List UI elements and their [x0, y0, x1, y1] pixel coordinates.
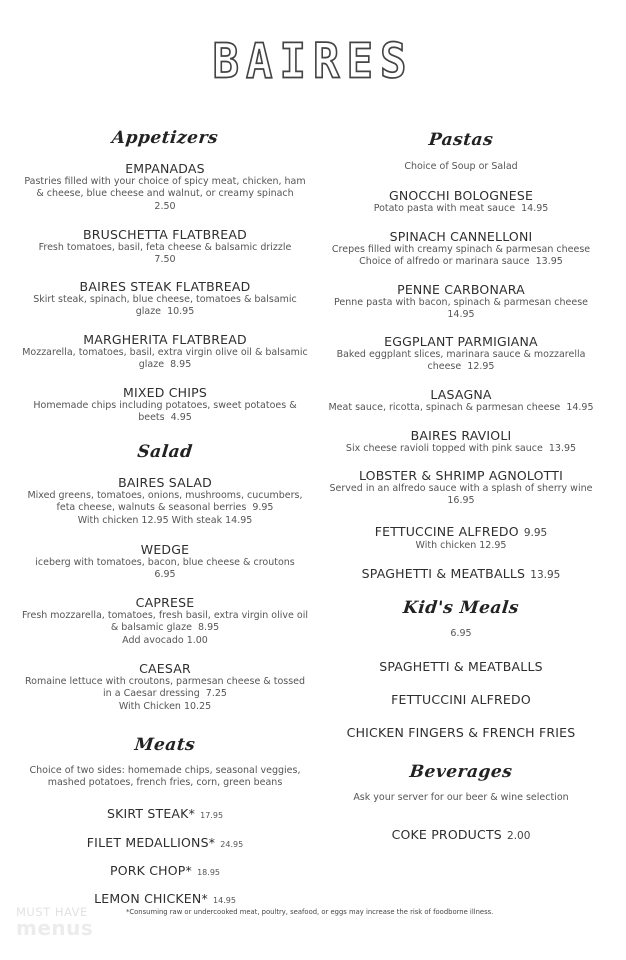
item-price: 8.95 [170, 359, 192, 371]
watermark-bottom-text: menus [16, 916, 94, 940]
menu-item-penne-carbonara [322, 282, 600, 322]
item-name: FETTUCCINI ALFREDO [391, 692, 531, 707]
item-description: Fresh mozzarella, tomatoes, fresh basil, extra virgin olive oil & balsamic glaze 8.95 [22, 610, 308, 634]
item-name: LEMON CHICKEN* [94, 891, 208, 906]
menu-item-spaghetti-meatballs [322, 563, 600, 582]
item-price: 2.00 [507, 830, 531, 842]
pastas-note-text: Choice of Soup or Salad [404, 161, 518, 172]
menu-item-baires-ravioli [322, 428, 600, 455]
menu-item-eggplant-parmigiana [322, 334, 600, 374]
kids-meals-heading: Kid's Meals [401, 598, 521, 618]
menu-item-empanadas [20, 161, 310, 213]
item-price: 14.95 [566, 402, 594, 413]
item-addon: With chicken 12.95 With steak 14.95 [77, 514, 253, 526]
item-name: SPAGHETTI & MEATBALLS [379, 659, 543, 674]
item-description: Homemade chips including potatoes, sweet potatoes & beets 4.95 [33, 400, 297, 424]
item-price: 9.95 [523, 527, 548, 539]
item-price: 9.95 [252, 502, 274, 514]
menu-item-wedge [20, 542, 310, 582]
kids-item-chicken-fingers [322, 725, 600, 740]
pastas-heading: Pastas [427, 130, 495, 150]
item-name: PENNE CARBONARA [397, 282, 525, 297]
item-name: LASAGNA [430, 387, 492, 402]
item-price: 13.95 [535, 256, 563, 268]
item-description: Potato pasta with meat sauce 14.95 [373, 203, 549, 214]
item-description: Six cheese ravioli topped with pink sauce 13.95 [345, 443, 577, 454]
item-name: BRUSCHETTA FLATBREAD [83, 227, 247, 242]
item-name: BAIRES STEAK FLATBREAD [79, 279, 251, 294]
menu-item-spinach-cannelloni [322, 229, 600, 269]
item-name: COKE PRODUCTS [391, 827, 502, 842]
item-name: CAPRESE [135, 595, 195, 610]
menu-item-lobster-shrimp-agnolotti [322, 468, 600, 508]
item-price: 7.25 [205, 688, 227, 700]
beverages-heading: Beverages [408, 762, 514, 782]
item-description: Baked eggplant slices, marinara sauce & mozzarella cheese 12.95 [336, 349, 586, 373]
pastas-note [322, 161, 600, 173]
item-name: BAIRES RAVIOLI [410, 428, 512, 443]
item-description: Crepes filled with creamy spinach & parmesan cheese Choice of alfredo or marinara sauce 13.95 [331, 244, 591, 268]
menu-item-coke-products [322, 824, 600, 843]
item-price: 7.50 [154, 254, 176, 266]
item-description: Fresh tomatoes, basil, feta cheese & balsamic drizzle [38, 242, 292, 253]
item-price: 4.95 [170, 412, 192, 424]
meats-heading: Meats [133, 735, 197, 755]
item-name: GNOCCHI BOLOGNESE [388, 188, 534, 203]
item-name: FETTUCCINE ALFREDO [374, 524, 519, 539]
menu-item-gnocchi-bolognese [322, 188, 600, 215]
item-price: 2.50 [154, 200, 176, 212]
menu-item-lasagna [322, 387, 600, 414]
item-price: 13.95 [548, 443, 577, 454]
kids-price-text: 6.95 [450, 628, 472, 639]
beverages-note [322, 792, 600, 804]
item-name: FILET MEDALLIONS* [86, 835, 216, 850]
item-description: Mozzarella, tomatoes, basil, extra virgin olive oil & balsamic glaze 8.95 [22, 347, 308, 371]
item-price: 10.95 [167, 306, 195, 318]
item-price: 8.95 [198, 622, 220, 634]
item-name: SKIRT STEAK* [106, 806, 196, 821]
menu-item-mixed-chips [20, 385, 310, 425]
kids-item-spaghetti-meatballs [322, 659, 600, 674]
item-price: 13.95 [530, 569, 561, 581]
item-description: Penne pasta with bacon, spinach & parmesan cheese [333, 297, 588, 308]
item-addon: With Chicken 10.25 [118, 700, 212, 712]
menu-item-fettuccine-alfredo [322, 521, 600, 552]
item-description: Mixed greens, tomatoes, onions, mushrooms, cucumbers, feta cheese, walnuts & seasonal berries 9.95 [27, 490, 303, 514]
item-description: Pastries filled with your choice of spicy meat, chicken, ham & cheese, blue cheese and walnut, or creamy spinach [24, 176, 306, 200]
item-price: 24.95 [220, 840, 244, 849]
item-description: Skirt steak, spinach, blue cheese, tomatoes & balsamic glaze 10.95 [33, 294, 297, 318]
item-name: MIXED CHIPS [122, 385, 208, 400]
sides-note-text: Choice of two sides: homemade chips, seasonal veggies, mashed potatoes, french fries, corn, green beans [29, 765, 301, 789]
salad-heading: Salad [136, 442, 194, 462]
menu-item-filet-medallions [20, 832, 310, 851]
watermark-top-text: MUST HAVE [16, 905, 88, 919]
menu-item-baires-steak-flatbread [20, 279, 310, 319]
kids-item-fettuccini-alfredo [322, 692, 600, 707]
must-have-menus-watermark [16, 906, 120, 938]
item-description: Romaine lettuce with croutons, parmesan cheese & tossed in a Caesar dressing 7.25 [24, 676, 306, 700]
item-name: PORK CHOP* [110, 863, 192, 878]
item-name: BAIRES SALAD [118, 475, 212, 490]
item-price: 18.95 [197, 868, 220, 877]
item-name: LOBSTER & SHRIMP AGNOLOTTI [358, 468, 564, 483]
menu-item-caesar [20, 661, 310, 713]
item-description: Served in an alfredo sauce with a splash of sherry wine [329, 483, 593, 494]
item-name: CHICKEN FINGERS & FRENCH FRIES [346, 725, 576, 740]
menu-item-bruschetta-flatbread [20, 227, 310, 267]
item-price: 14.95 [447, 309, 475, 321]
item-addon: Add avocado 1.00 [122, 634, 208, 646]
item-price: 17.95 [200, 811, 224, 820]
item-name: EMPANADAS [125, 161, 205, 176]
item-price: 6.95 [154, 569, 176, 581]
item-price: 12.95 [467, 361, 495, 373]
item-name: WEDGE [140, 542, 190, 557]
item-name: EGGPLANT PARMIGIANA [384, 334, 538, 349]
item-description: iceberg with tomatoes, bacon, blue cheese & croutons [35, 557, 295, 568]
item-price: 16.95 [447, 495, 475, 507]
item-description: Meat sauce, ricotta, spinach & parmesan cheese 14.95 [328, 402, 594, 413]
item-name: SPAGHETTI & MEATBALLS [361, 566, 526, 581]
menu-item-margherita-flatbread [20, 332, 310, 372]
kids-meals-price [322, 628, 600, 640]
item-name: SPINACH CANNELLONI [389, 229, 533, 244]
menu-item-baires-salad [20, 475, 310, 527]
restaurant-logo-title: BAIRES [212, 33, 414, 90]
raw-food-disclaimer: *Consuming raw or undercooked meat, poultry, seafood, or eggs may increase the risk of foodborne illness. [126, 908, 494, 916]
item-name: CAESAR [139, 661, 191, 676]
item-price: 14.95 [521, 203, 549, 214]
item-name: MARGHERITA FLATBREAD [83, 332, 247, 347]
appetizers-heading: Appetizers [110, 128, 220, 148]
menu-item-skirt-steak [20, 803, 310, 822]
beverages-note-text: Ask your server for our beer & wine selection [353, 792, 569, 803]
item-addon: With chicken 12.95 [415, 540, 507, 551]
menu-item-pork-chop [20, 860, 310, 879]
menu-item-caprese [20, 595, 310, 647]
meats-sides-note [20, 765, 310, 790]
item-price: 14.95 [213, 896, 236, 905]
